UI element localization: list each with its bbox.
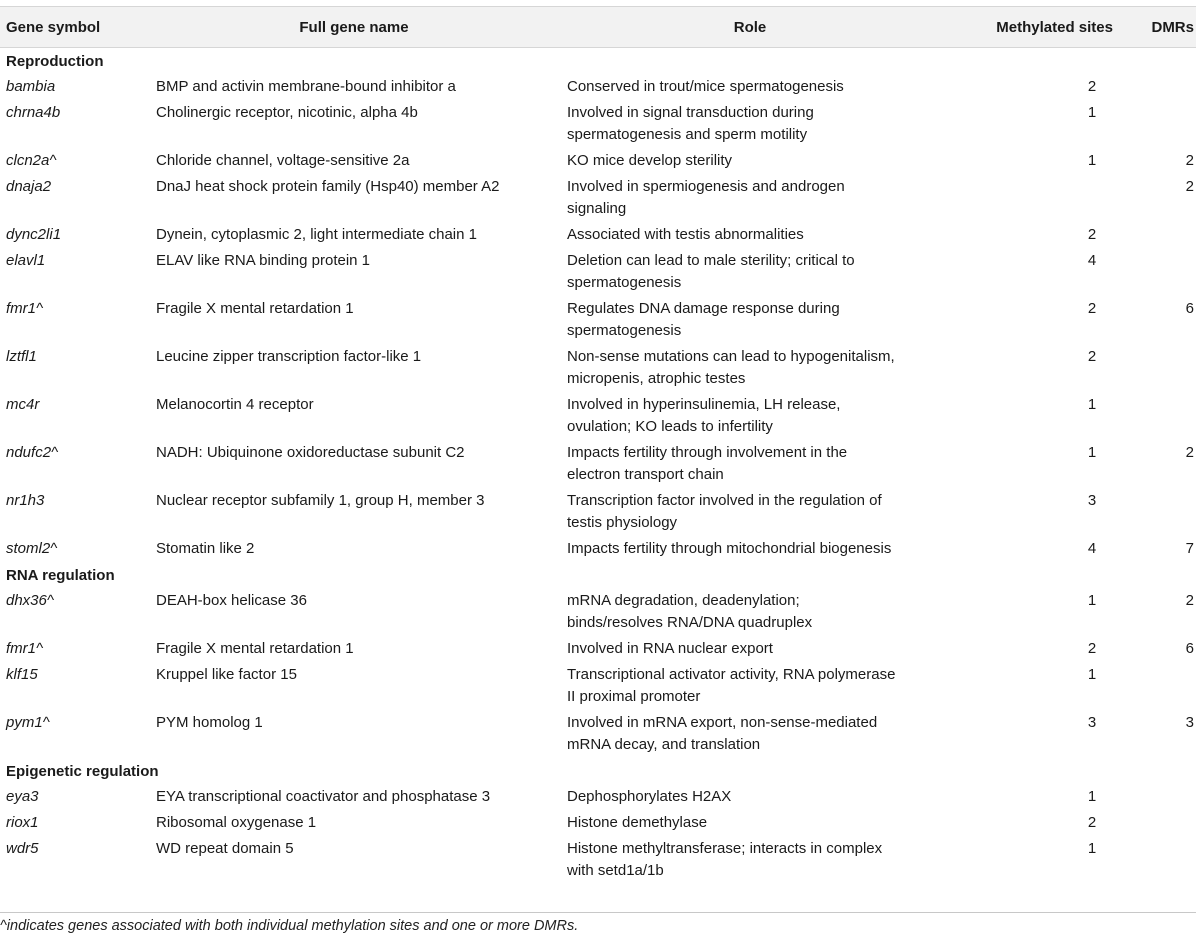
table-row: [0, 296, 1196, 344]
role-cell: [560, 344, 940, 392]
table-row: [0, 392, 1196, 440]
gene-symbol-cell: fmr1^: [6, 640, 44, 657]
role-line: Transcription factor involved in the regulation of: [567, 492, 882, 509]
dmrs-cell: [1119, 836, 1196, 886]
role-line: Involved in spermiogenesis and androgen: [567, 178, 845, 195]
role-cell: [560, 836, 940, 886]
methylated-sites-cell: 2: [1087, 78, 1097, 95]
methylated-sites-cell: 1: [1087, 840, 1097, 857]
gene-symbol-cell: riox1: [6, 814, 39, 831]
gene-symbol-cell: pym1^: [6, 714, 50, 731]
role-cell: [560, 784, 940, 810]
methylated-sites-cell: 1: [1087, 396, 1097, 413]
table-row: [0, 836, 1196, 886]
table-row: [0, 344, 1196, 392]
full-gene-name-cell: Nuclear receptor subfamily 1, group H, member 3: [156, 492, 485, 509]
gene-symbol-cell: wdr5: [6, 840, 39, 857]
table-row: [0, 440, 1196, 488]
gene-symbol-cell: elavl1: [6, 252, 46, 269]
role-line: spermatogenesis: [567, 274, 682, 291]
full-gene-name-cell: Chloride channel, voltage-sensitive 2a: [156, 152, 410, 169]
role-cell: [560, 74, 940, 100]
full-gene-name-cell: Leucine zipper transcription factor-like 1: [156, 348, 422, 365]
gene-table-container: [0, 6, 1196, 886]
role-line: Involved in hyperinsulinemia, LH release,: [567, 396, 841, 413]
dmrs-cell: 2: [1185, 592, 1194, 609]
full-gene-name-cell: DnaJ heat shock protein family (Hsp40) member A2: [156, 178, 500, 195]
role-cell: [560, 148, 940, 174]
gene-symbol-cell: lztfl1: [6, 348, 37, 365]
section-row: [0, 758, 1196, 784]
dmrs-cell: [1119, 74, 1196, 100]
role-cell: [560, 636, 940, 662]
table-row: [0, 588, 1196, 636]
dmrs-cell: 2: [1185, 178, 1194, 195]
role-line: II proximal promoter: [567, 688, 701, 705]
methylated-sites-cell: 1: [1087, 592, 1097, 609]
dmrs-cell: 2: [1185, 444, 1194, 461]
role-cell: [560, 810, 940, 836]
header-dmrs: DMRs: [1119, 7, 1196, 48]
role-line: spermatogenesis and sperm motility: [567, 126, 808, 143]
gene-symbol-cell: dnaja2: [6, 178, 52, 195]
table-row: [0, 222, 1196, 248]
role-line: Regulates DNA damage response during: [567, 300, 840, 317]
role-cell: [560, 174, 940, 222]
table-row: [0, 74, 1196, 100]
full-gene-name-cell: Ribosomal oxygenase 1: [156, 814, 317, 831]
full-gene-name-cell: Stomatin like 2: [156, 540, 255, 557]
role-line: binds/resolves RNA/DNA quadruplex: [567, 614, 813, 631]
role-line: spermatogenesis: [567, 322, 682, 339]
section-row: [0, 562, 1196, 588]
gene-symbol-cell: ndufc2^: [6, 444, 59, 461]
table-header: [0, 7, 1196, 48]
gene-table: [0, 6, 1196, 886]
header-gene-symbol: Gene symbol: [0, 7, 148, 48]
gene-symbol-cell: chrna4b: [6, 104, 61, 121]
role-line: mRNA degradation, deadenylation;: [567, 592, 800, 609]
role-cell: [560, 392, 940, 440]
role-line: ovulation; KO leads to infertility: [567, 418, 773, 435]
header-methylated-sites: Methylated sites: [940, 7, 1119, 48]
full-gene-name-cell: BMP and activin membrane-bound inhibitor a: [156, 78, 456, 95]
role-line: Conserved in trout/mice spermatogenesis: [567, 78, 844, 95]
table-row: [0, 488, 1196, 536]
table-row: [0, 636, 1196, 662]
gene-symbol-cell: eya3: [6, 788, 39, 805]
table-row: [0, 536, 1196, 562]
dmrs-cell: [1119, 392, 1196, 440]
full-gene-name-cell: Dynein, cytoplasmic 2, light intermediate chain 1: [156, 226, 477, 243]
gene-symbol-cell: dync2li1: [6, 226, 62, 243]
methylated-sites-cell: 2: [1087, 226, 1097, 243]
role-line: Deletion can lead to male sterility; critical to: [567, 252, 855, 269]
full-gene-name-cell: WD repeat domain 5: [156, 840, 294, 857]
dmrs-cell: [1119, 662, 1196, 710]
role-cell: [560, 296, 940, 344]
gene-symbol-cell: mc4r: [6, 396, 40, 413]
role-line: testis physiology: [567, 514, 678, 531]
section-title: Epigenetic regulation: [6, 763, 159, 780]
role-line: Involved in signal transduction during: [567, 104, 814, 121]
role-line: Impacts fertility through involvement in the: [567, 444, 848, 461]
full-gene-name-cell: Cholinergic receptor, nicotinic, alpha 4b: [156, 104, 418, 121]
header-row: [0, 7, 1196, 48]
table-row: [0, 810, 1196, 836]
gene-symbol-cell: dhx36^: [6, 592, 54, 609]
section-title: Reproduction: [6, 53, 104, 70]
gene-symbol-cell: klf15: [6, 666, 38, 683]
role-line: Involved in mRNA export, non-sense-mediated: [567, 714, 878, 731]
methylated-sites-cell: 1: [1087, 666, 1097, 683]
role-cell: [560, 710, 940, 758]
role-cell: [560, 100, 940, 148]
table-body: [0, 48, 1196, 887]
methylated-sites-cell: 3: [1087, 492, 1097, 509]
role-line: KO mice develop sterility: [567, 152, 733, 169]
methylated-sites-cell: 2: [1087, 640, 1097, 657]
dmrs-cell: 6: [1185, 640, 1194, 657]
section-row: [0, 48, 1196, 75]
full-gene-name-cell: Fragile X mental retardation 1: [156, 640, 354, 657]
methylated-sites-cell: 4: [1087, 252, 1097, 269]
role-line: Transcriptional activator activity, RNA polymerase: [567, 666, 896, 683]
table-row: [0, 100, 1196, 148]
methylated-sites-cell: 1: [1087, 788, 1097, 805]
full-gene-name-cell: DEAH-box helicase 36: [156, 592, 307, 609]
role-line: Dephosphorylates H2AX: [567, 788, 732, 805]
dmrs-cell: 7: [1185, 540, 1194, 557]
dmrs-cell: [1119, 784, 1196, 810]
role-cell: [560, 588, 940, 636]
table-row: [0, 174, 1196, 222]
gene-symbol-cell: clcn2a^: [6, 152, 57, 169]
gene-symbol-cell: bambia: [6, 78, 56, 95]
role-line: Impacts fertility through mitochondrial biogenesis: [567, 540, 892, 557]
table-row: [0, 662, 1196, 710]
dmrs-cell: [1119, 248, 1196, 296]
full-gene-name-cell: NADH: Ubiquinone oxidoreductase subunit C2: [156, 444, 465, 461]
header-role: Role: [560, 7, 940, 48]
role-line: electron transport chain: [567, 466, 724, 483]
table-row: [0, 248, 1196, 296]
dmrs-cell: [1119, 810, 1196, 836]
table-row: [0, 784, 1196, 810]
methylated-sites-cell: 2: [1087, 348, 1097, 365]
dmrs-cell: 3: [1185, 714, 1194, 731]
role-line: Involved in RNA nuclear export: [567, 640, 773, 657]
full-gene-name-cell: PYM homolog 1: [156, 714, 263, 731]
role-line: with setd1a/1b: [567, 862, 664, 879]
role-line: mRNA decay, and translation: [567, 736, 761, 753]
table-row: [0, 148, 1196, 174]
header-full-gene-name: Full gene name: [148, 7, 560, 48]
dmrs-cell: [1119, 100, 1196, 148]
dmrs-cell: [1119, 344, 1196, 392]
role-cell: [560, 248, 940, 296]
methylated-sites-cell: 1: [1087, 444, 1097, 461]
methylated-sites-cell: 2: [1087, 814, 1097, 831]
methylated-sites-cell: 4: [1087, 540, 1097, 557]
dmrs-cell: 6: [1185, 300, 1194, 317]
role-line: signaling: [567, 200, 627, 217]
role-cell: [560, 488, 940, 536]
full-gene-name-cell: Kruppel like factor 15: [156, 666, 297, 683]
section-title: RNA regulation: [6, 567, 115, 584]
role-cell: [560, 662, 940, 710]
table-row: [0, 710, 1196, 758]
methylated-sites-cell: 2: [1087, 300, 1097, 317]
role-line: Non-sense mutations can lead to hypogenitalism,: [567, 348, 895, 365]
full-gene-name-cell: ELAV like RNA binding protein 1: [156, 252, 371, 269]
methylated-sites-cell: 1: [1087, 104, 1097, 121]
methylated-sites-cell: 3: [1087, 714, 1097, 731]
role-line: Associated with testis abnormalities: [567, 226, 804, 243]
full-gene-name-cell: Melanocortin 4 receptor: [156, 396, 314, 413]
role-line: micropenis, atrophic testes: [567, 370, 746, 387]
gene-symbol-cell: fmr1^: [6, 300, 44, 317]
dmrs-cell: [1119, 222, 1196, 248]
full-gene-name-cell: EYA transcriptional coactivator and phosphatase 3: [156, 788, 491, 805]
dmrs-cell: 2: [1185, 152, 1194, 169]
role-cell: [560, 222, 940, 248]
gene-symbol-cell: stoml2^: [6, 540, 58, 557]
methylated-sites-cell: 1: [1087, 152, 1097, 169]
role-cell: [560, 440, 940, 488]
role-line: Histone demethylase: [567, 814, 708, 831]
gene-symbol-cell: nr1h3: [6, 492, 45, 509]
full-gene-name-cell: Fragile X mental retardation 1: [156, 300, 354, 317]
role-cell: [560, 536, 940, 562]
dmrs-cell: [1119, 488, 1196, 536]
role-line: Histone methyltransferase; interacts in complex: [567, 840, 883, 857]
table-footnote: ^indicates genes associated with both individual methylation sites and one or more DMRs.: [0, 912, 1196, 934]
methylated-sites-cell: [940, 174, 1119, 222]
